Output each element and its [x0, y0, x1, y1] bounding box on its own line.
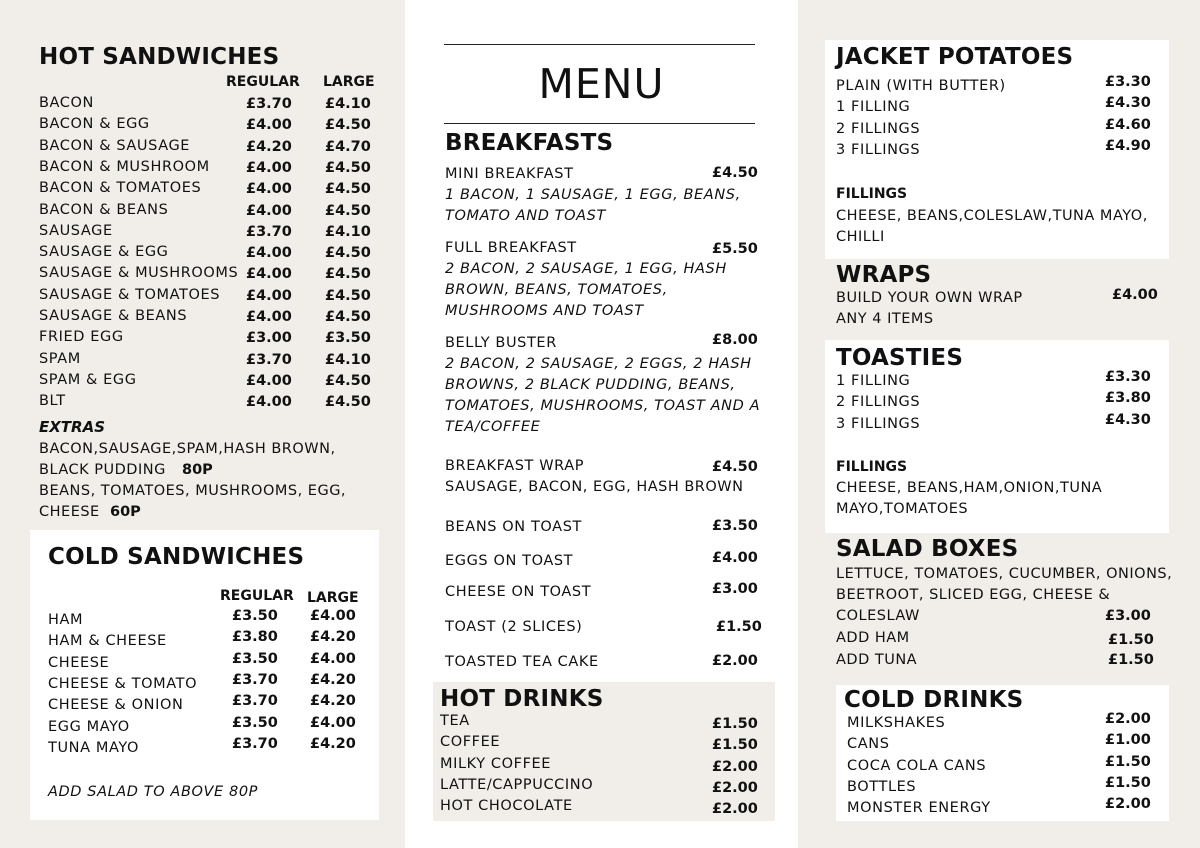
- cold-sandwich-name: CHEESE: [48, 655, 110, 671]
- cold-sandwich-regular-price: £3.50: [232, 715, 278, 731]
- cold-sandwich-regular-price: £3.70: [232, 693, 278, 709]
- hot-sandwich-name: SAUSAGE & EGG: [39, 244, 169, 260]
- jacket-potato-name: 3 FILLINGS: [836, 142, 921, 158]
- breakfast-item-price: £3.00: [712, 581, 758, 597]
- title-rule-top: [444, 44, 755, 45]
- hot-sandwich-large-price: £4.50: [325, 309, 371, 325]
- hot-sandwich-large-price: £4.50: [325, 394, 371, 410]
- hot-sandwich-name: SAUSAGE & TOMATOES: [39, 287, 221, 303]
- extras-line: BLACK PUDDING: [39, 462, 166, 478]
- breakfast-item-name: EGGS ON TOAST: [445, 553, 574, 569]
- toastie-name: 2 FILLINGS: [836, 394, 921, 410]
- salad-add-ham: ADD HAM: [836, 630, 910, 646]
- cold-sandwiches-note: ADD SALAD TO ABOVE 80P: [48, 784, 258, 800]
- jacket-fillings-line: CHILLI: [836, 229, 885, 245]
- salad-add-ham-price: £1.50: [1108, 632, 1154, 648]
- toasties-fillings-heading: FILLINGS: [836, 459, 908, 475]
- hot-drink-price: £2.00: [712, 780, 758, 796]
- cold-sandwiches-col-regular: REGULAR: [220, 588, 294, 604]
- salad-boxes-desc: BEETROOT, SLICED EGG, CHEESE &: [836, 587, 1111, 603]
- cold-drink-price: £2.00: [1105, 796, 1151, 812]
- cold-drink-name: MILKSHAKES: [847, 715, 946, 731]
- hot-sandwich-regular-price: £4.00: [246, 203, 292, 219]
- hot-drink-price: £2.00: [712, 759, 758, 775]
- hot-sandwich-large-price: £4.50: [325, 245, 371, 261]
- hot-sandwich-regular-price: £4.00: [246, 373, 292, 389]
- jacket-potato-name: 1 FILLING: [836, 99, 911, 115]
- breakfast-item-desc: BROWN, BEANS, TOMATOES,: [445, 282, 668, 298]
- breakfast-item-desc: 1 BACON, 1 SAUSAGE, 1 EGG, BEANS,: [445, 187, 741, 203]
- hot-sandwich-large-price: £4.50: [325, 160, 371, 176]
- hot-drink-price: £1.50: [712, 737, 758, 753]
- jacket-potatoes-heading: JACKET POTATOES: [836, 44, 1074, 70]
- hot-sandwich-name: BACON & MUSHROOM: [39, 159, 210, 175]
- hot-sandwich-regular-price: £3.70: [246, 352, 292, 368]
- cold-sandwich-regular-price: £3.50: [232, 608, 278, 624]
- jacket-potato-price: £4.30: [1105, 95, 1151, 111]
- cold-sandwich-name: HAM & CHEESE: [48, 633, 167, 649]
- hot-sandwich-regular-price: £3.00: [246, 330, 292, 346]
- wraps-section: [825, 259, 1169, 339]
- extras-price: 60P: [110, 504, 141, 520]
- toasties-fillings-line: CHEESE, BEANS,HAM,ONION,TUNA: [836, 480, 1103, 496]
- hot-sandwich-large-price: £4.10: [325, 224, 371, 240]
- hot-sandwich-large-price: £4.50: [325, 181, 371, 197]
- hot-sandwich-large-price: £4.50: [325, 373, 371, 389]
- hot-sandwich-large-price: £4.70: [325, 139, 371, 155]
- hot-sandwich-name: BLT: [39, 393, 66, 409]
- toastie-price: £4.30: [1105, 412, 1151, 428]
- breakfast-item-desc: 2 BACON, 2 SAUSAGE, 2 EGGS, 2 HASH: [445, 356, 752, 372]
- toastie-price: £3.80: [1105, 390, 1151, 406]
- cold-drinks-heading: COLD DRINKS: [844, 687, 1024, 713]
- breakfast-item-price: £4.00: [712, 550, 758, 566]
- breakfast-item-price: £2.00: [712, 653, 758, 669]
- salad-add-tuna-price: £1.50: [1108, 652, 1154, 668]
- hot-sandwich-name: SAUSAGE & BEANS: [39, 308, 188, 324]
- cold-drink-price: £1.50: [1105, 775, 1151, 791]
- cold-drink-price: £1.50: [1105, 754, 1151, 770]
- salad-add-tuna: ADD TUNA: [836, 652, 918, 668]
- breakfast-item-name: BELLY BUSTER: [445, 335, 557, 351]
- hot-sandwich-regular-price: £3.70: [246, 224, 292, 240]
- toastie-name: 3 FILLINGS: [836, 416, 921, 432]
- cold-sandwich-name: TUNA MAYO: [48, 740, 140, 756]
- hot-sandwich-large-price: £4.50: [325, 288, 371, 304]
- cold-sandwich-large-price: £4.20: [310, 736, 356, 752]
- menu-title: MENU: [538, 60, 665, 108]
- salad-boxes-heading: SALAD BOXES: [836, 536, 1019, 562]
- breakfasts-heading: BREAKFASTS: [445, 130, 614, 156]
- hot-sandwich-name: BACON & SAUSAGE: [39, 138, 191, 154]
- hot-drink-name: LATTE/CAPPUCCINO: [440, 777, 594, 793]
- jacket-potato-price: £4.60: [1105, 117, 1151, 133]
- hot-drink-price: £2.00: [712, 801, 758, 817]
- cold-sandwich-large-price: £4.00: [310, 715, 356, 731]
- hot-drinks-panel: [433, 682, 775, 821]
- hot-sandwich-large-price: £4.50: [325, 117, 371, 133]
- hot-sandwich-name: SAUSAGE & MUSHROOMS: [39, 265, 239, 281]
- cold-sandwich-regular-price: £3.50: [232, 651, 278, 667]
- cold-drink-price: £2.00: [1105, 711, 1151, 727]
- cold-drinks-panel: [836, 685, 1169, 821]
- hot-sandwiches-col-regular: REGULAR: [226, 74, 300, 90]
- jacket-fillings-line: CHEESE, BEANS,COLESLAW,TUNA MAYO,: [836, 208, 1148, 224]
- breakfast-item-name: BREAKFAST WRAP: [445, 458, 585, 474]
- breakfast-item-desc: MUSHROOMS AND TOAST: [445, 303, 644, 319]
- hot-sandwich-regular-price: £4.00: [246, 288, 292, 304]
- title-rule-bottom: [444, 123, 755, 124]
- cold-sandwiches-col-large: LARGE: [307, 590, 359, 606]
- hot-sandwich-large-price: £4.50: [325, 203, 371, 219]
- breakfast-item-name: BEANS ON TOAST: [445, 519, 582, 535]
- middle-panel: [405, 0, 798, 848]
- salad-boxes-price: £3.00: [1105, 608, 1151, 624]
- hot-sandwich-regular-price: £4.00: [246, 117, 292, 133]
- breakfast-item-name: TOAST (2 SLICES): [445, 619, 583, 635]
- toasties-heading: TOASTIES: [836, 345, 964, 371]
- hot-sandwich-large-price: £4.50: [325, 266, 371, 282]
- hot-sandwiches-section: [0, 0, 404, 530]
- hot-sandwich-regular-price: £4.00: [246, 181, 292, 197]
- hot-sandwich-large-price: £4.10: [325, 352, 371, 368]
- hot-sandwich-name: SAUSAGE: [39, 223, 113, 239]
- breakfast-item-name: MINI BREAKFAST: [445, 166, 574, 182]
- hot-drink-name: HOT CHOCOLATE: [440, 798, 573, 814]
- cold-sandwich-large-price: £4.00: [310, 651, 356, 667]
- cold-sandwich-name: CHEESE & ONION: [48, 697, 184, 713]
- hot-drink-name: MILKY COFFEE: [440, 756, 552, 772]
- wraps-line: BUILD YOUR OWN WRAP: [836, 290, 1023, 306]
- hot-drinks-heading: HOT DRINKS: [440, 686, 604, 712]
- breakfast-item-price: £5.50: [712, 241, 758, 257]
- hot-sandwich-regular-price: £4.00: [246, 160, 292, 176]
- hot-sandwich-name: SPAM & EGG: [39, 372, 137, 388]
- breakfast-item-name: CHEESE ON TOAST: [445, 584, 592, 600]
- toastie-name: 1 FILLING: [836, 373, 911, 389]
- cold-sandwiches-panel: [30, 530, 379, 820]
- cold-drink-name: COCA COLA CANS: [847, 758, 987, 774]
- toastie-price: £3.30: [1105, 369, 1151, 385]
- hot-sandwiches-col-large: LARGE: [323, 74, 375, 90]
- breakfast-item-desc: BROWNS, 2 BLACK PUDDING, BEANS,: [445, 377, 736, 393]
- cold-drink-name: CANS: [847, 736, 890, 752]
- hot-sandwich-regular-price: £4.20: [246, 139, 292, 155]
- toasties-panel: [825, 340, 1169, 533]
- hot-sandwich-regular-price: £4.00: [246, 394, 292, 410]
- jacket-potato-price: £3.30: [1105, 74, 1151, 90]
- jacket-fillings-heading: FILLINGS: [836, 186, 908, 202]
- extras-line: BACON,SAUSAGE,SPAM,HASH BROWN,: [39, 441, 336, 457]
- extras-line: CHEESE: [39, 504, 100, 520]
- toasties-fillings-line: MAYO,TOMATOES: [836, 501, 969, 517]
- breakfast-item-price: £8.00: [712, 332, 758, 348]
- hot-sandwich-name: SPAM: [39, 351, 81, 367]
- cold-sandwiches-heading: COLD SANDWICHES: [48, 544, 305, 570]
- breakfast-item-desc: TOMATO AND TOAST: [445, 208, 606, 224]
- hot-drink-name: COFFEE: [440, 734, 501, 750]
- salad-boxes-section: [825, 533, 1173, 673]
- cold-sandwich-large-price: £4.20: [310, 693, 356, 709]
- cold-sandwich-name: CHEESE & TOMATO: [48, 676, 198, 692]
- wraps-price: £4.00: [1112, 287, 1158, 303]
- wraps-heading: WRAPS: [836, 262, 932, 288]
- breakfast-item-desc: 2 BACON, 2 SAUSAGE, 1 EGG, HASH: [445, 261, 727, 277]
- breakfast-item-desc: TOMATOES, MUSHROOMS, TOAST AND A: [445, 398, 761, 414]
- hot-sandwich-large-price: £4.10: [325, 96, 371, 112]
- breakfast-item-desc: TEA/COFFEE: [445, 419, 541, 435]
- hot-sandwich-name: BACON & BEANS: [39, 202, 169, 218]
- hot-sandwich-name: BACON & EGG: [39, 116, 150, 132]
- cold-sandwich-large-price: £4.00: [310, 608, 356, 624]
- breakfast-item-price: £3.50: [712, 518, 758, 534]
- jacket-potato-price: £4.90: [1105, 138, 1151, 154]
- hot-drink-price: £1.50: [712, 716, 758, 732]
- jacket-potato-name: PLAIN (WITH BUTTER): [836, 78, 1006, 94]
- hot-sandwich-regular-price: £4.00: [246, 266, 292, 282]
- breakfast-item-name: TOASTED TEA CAKE: [445, 654, 599, 670]
- cold-drink-name: MONSTER ENERGY: [847, 800, 991, 816]
- breakfast-item-desc: SAUSAGE, BACON, EGG, HASH BROWN: [445, 479, 744, 495]
- cold-sandwich-large-price: £4.20: [310, 629, 356, 645]
- cold-sandwich-regular-price: £3.80: [232, 629, 278, 645]
- hot-drink-name: TEA: [440, 713, 470, 729]
- jacket-potatoes-panel: [825, 40, 1169, 259]
- hot-sandwich-large-price: £3.50: [325, 330, 371, 346]
- hot-sandwich-name: FRIED EGG: [39, 329, 124, 345]
- salad-boxes-desc: COLESLAW: [836, 608, 920, 624]
- cold-sandwich-name: EGG MAYO: [48, 719, 130, 735]
- extras-line: BEANS, TOMATOES, MUSHROOMS, EGG,: [39, 483, 347, 499]
- jacket-potato-name: 2 FILLINGS: [836, 121, 921, 137]
- breakfast-item-price: £4.50: [712, 165, 758, 181]
- cold-sandwich-name: HAM: [48, 612, 84, 628]
- hot-sandwich-name: BACON: [39, 95, 94, 111]
- cold-sandwich-regular-price: £3.70: [232, 672, 278, 688]
- extras-price: 80P: [182, 462, 213, 478]
- cold-sandwich-large-price: £4.20: [310, 672, 356, 688]
- hot-sandwich-regular-price: £3.70: [246, 96, 292, 112]
- hot-sandwiches-heading: HOT SANDWICHES: [39, 44, 280, 70]
- hot-sandwich-name: BACON & TOMATOES: [39, 180, 202, 196]
- extras-heading: EXTRAS: [39, 418, 106, 436]
- breakfast-item-name: FULL BREAKFAST: [445, 240, 577, 256]
- wraps-line: ANY 4 ITEMS: [836, 311, 934, 327]
- cold-drink-name: BOTTLES: [847, 779, 917, 795]
- breakfast-item-price: £1.50: [716, 619, 762, 635]
- breakfast-item-price: £4.50: [712, 459, 758, 475]
- hot-sandwich-regular-price: £4.00: [246, 245, 292, 261]
- cold-sandwich-regular-price: £3.70: [232, 736, 278, 752]
- hot-sandwich-regular-price: £4.00: [246, 309, 292, 325]
- salad-boxes-desc: LETTUCE, TOMATOES, CUCUMBER, ONIONS,: [836, 566, 1173, 582]
- cold-drink-price: £1.00: [1105, 732, 1151, 748]
